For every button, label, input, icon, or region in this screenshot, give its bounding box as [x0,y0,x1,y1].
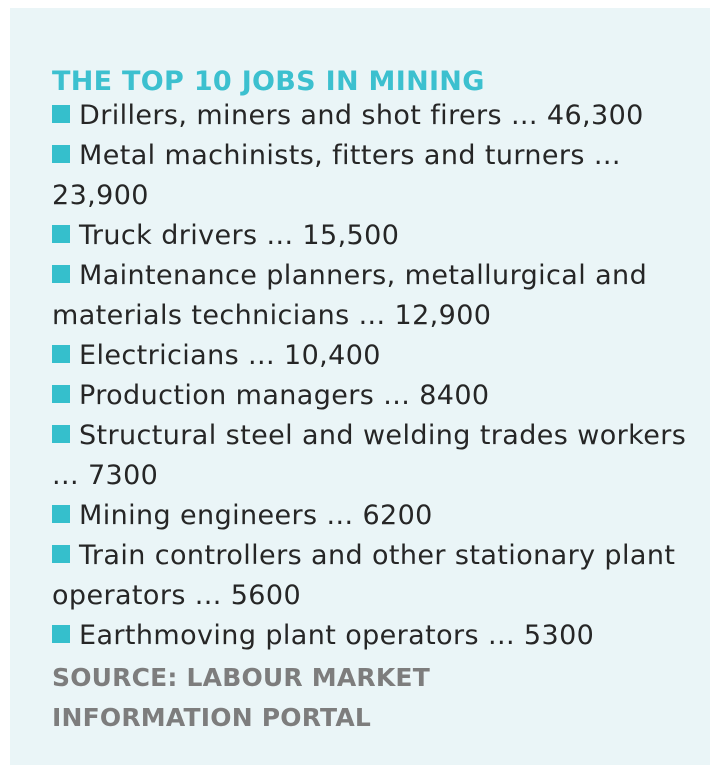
job-count: 23,900 [52,180,149,211]
job-separator: ... [239,340,284,371]
job-count: 7300 [87,460,159,491]
job-count: 12,900 [394,300,492,331]
job-name: Metal machinists, fitters and turners [79,140,585,171]
job-name: Maintenance planners, metallurgical and materials technicians [52,260,648,331]
list-item [52,416,690,496]
list-item [52,136,690,216]
square-bullet-icon [52,105,70,123]
square-bullet-icon [52,425,70,443]
job-separator: ... [257,220,303,251]
job-name: Earthmoving plant operators [79,620,479,651]
list-item [52,616,690,656]
list-item [52,536,690,616]
jobs-panel [10,8,710,765]
square-bullet-icon [52,505,70,523]
square-bullet-icon [52,225,70,243]
job-separator: ... [584,140,621,171]
job-separator: ... [479,620,524,651]
job-count: 5300 [523,620,595,651]
job-separator: ... [374,380,420,411]
list-item [52,96,690,136]
square-bullet-icon [52,625,70,643]
square-bullet-icon [52,545,70,563]
job-count: 15,500 [302,220,400,251]
job-count: 46,300 [546,100,644,131]
list-item [52,496,690,536]
jobs-list [52,96,690,656]
square-bullet-icon [52,145,70,163]
panel-title: THE TOP 10 JOBS IN MINING [52,66,485,97]
job-count: 8400 [419,380,490,411]
square-bullet-icon [52,385,70,403]
job-count: 5600 [230,580,302,611]
job-separator: ... [52,460,88,491]
job-separator: ... [185,580,231,611]
job-name: Structural steel and welding trades workers [79,420,687,451]
job-name: Production managers [79,380,375,411]
job-separator: ... [501,100,547,131]
list-item [52,376,690,416]
job-name: Train controllers and other stationary plant operators [52,540,676,611]
list-item [52,336,690,376]
square-bullet-icon [52,345,70,363]
job-separator: ... [349,300,395,331]
job-name: Truck drivers [79,220,258,251]
job-count: 6200 [362,500,433,531]
list-item [52,216,690,256]
job-name: Drillers, miners and shot firers [79,100,502,131]
job-name: Mining engineers [79,500,318,531]
job-name: Electricians [79,340,240,371]
job-count: 10,400 [284,340,381,371]
job-separator: ... [317,500,363,531]
source-credit: SOURCE: LABOUR MARKET INFORMATION PORTAL [52,663,430,732]
square-bullet-icon [52,265,70,283]
list-item [52,256,690,336]
